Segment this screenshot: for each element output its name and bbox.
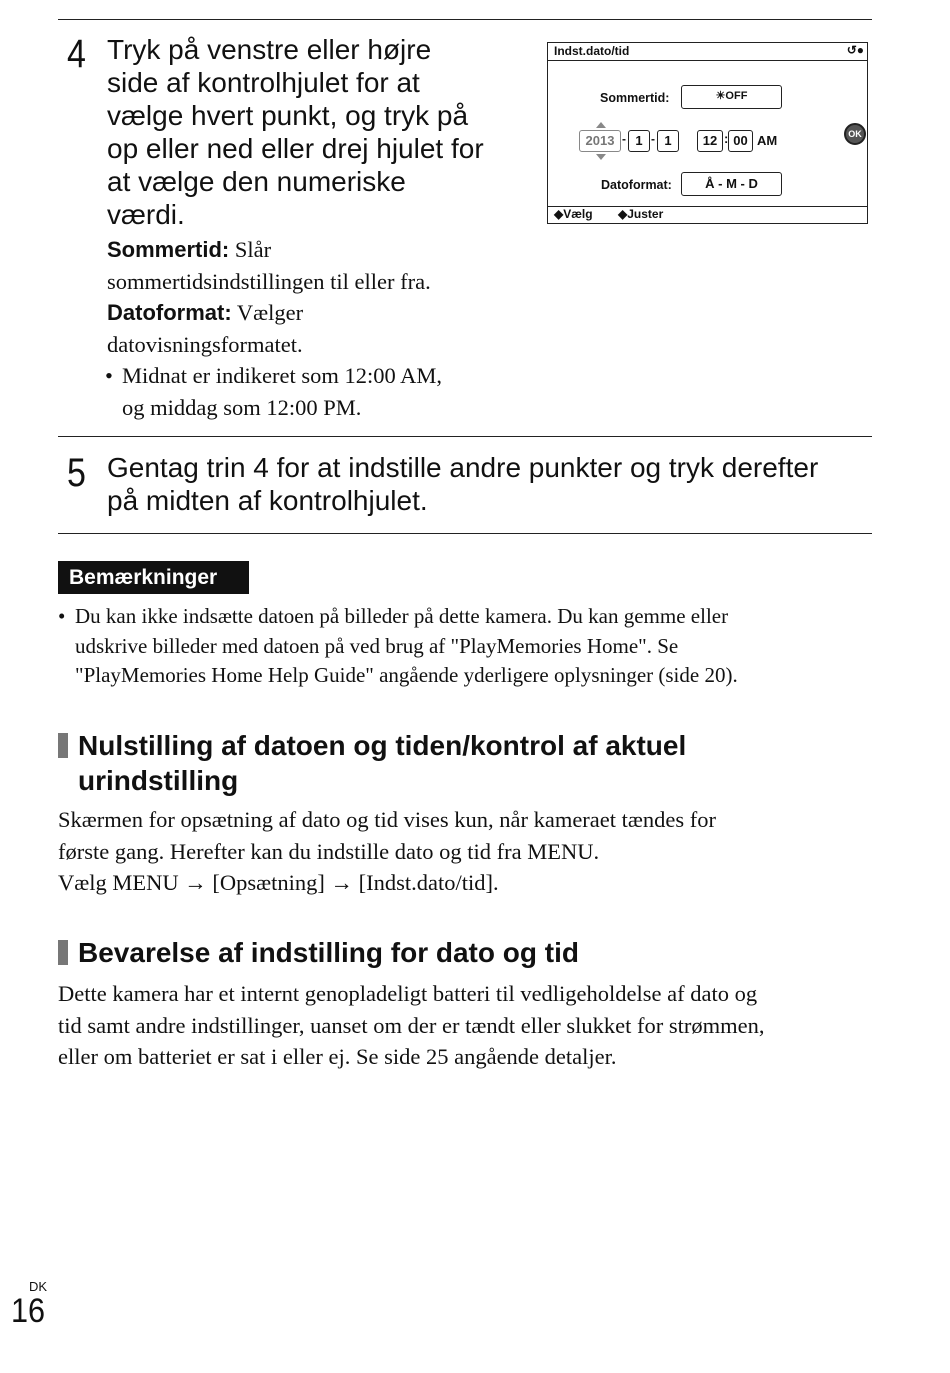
step-5-bottom-rule [58, 533, 872, 534]
camera-date-time-screen [547, 42, 868, 224]
sommertid-label: Sommertid: [107, 237, 230, 262]
notes-title: Bemærkninger [58, 561, 249, 594]
footer-adjust: ◆Juster [618, 207, 664, 221]
notes-bullet: • Du kan ikke indsætte datoen på billeder på dette kamera. Du kan gemme eller udskrive billeder med datoen på ved brug af "PlayMemories Home". Se "PlayMemories Home Help Guide" angående yderligere oplysninger (side 20). [58, 604, 738, 687]
step-4-details: Sommertid: Slår sommertidsindstillingen til eller fra. Datoformat: Vælger datovisningsformatet. • Midnat er indikeret som 12:00 AM, og middag som 12:00 PM. [107, 234, 537, 423]
footer-select: ◆Vælg [554, 207, 593, 221]
datoformat-value-box: Å - M - D [681, 172, 782, 196]
date-separator: - [622, 132, 626, 146]
language-code: DK [29, 1279, 48, 1294]
datoformat-label: Datoformat: [107, 300, 232, 325]
step-5-instructions: Gentag trin 4 for at indstille andre punkter og tryk derefter på midten af kontrolhjulet. [107, 452, 819, 516]
section-heading-bar [58, 940, 68, 965]
section-1-body: Skærmen for opsætning af dato og tid vises kun, når kameraet tændes for første gang. Herefter kan du indstille dato og tid fra MENU. Vælg MENU → [Opsætning] → [Indst.dato/tid]. [58, 807, 717, 895]
month-box: 1 [628, 130, 650, 152]
page-number: 16 [11, 1292, 46, 1330]
day-box: 1 [657, 130, 679, 152]
section-2-body: Dette kamera har et internt genopladeligt batteri til vedligeholdelse af dato og tid samt andre indstillinger, uanset om der er tændt eller slukket for strømmen, eller om batteriet er sat i eller ej. Se side 25 angående detaljer. [58, 981, 765, 1069]
step-4-number: 4 [67, 32, 86, 76]
screen-title: Indst.dato/tid [554, 44, 630, 58]
list-item: • Midnat er indikeret som 12:00 AM, [105, 363, 442, 388]
screen-footer [548, 206, 867, 223]
screen-datoformat-label: Datoformat: [601, 178, 672, 192]
ok-button-icon: OK [844, 123, 866, 145]
screen-header [548, 43, 867, 61]
ampm-value: AM [757, 133, 778, 148]
screen-sommertid-label: Sommertid: [600, 91, 670, 105]
section-2-heading: Bevarelse af indstilling for dato og tid [78, 937, 579, 968]
year-up-arrow-icon [596, 122, 606, 128]
hour-box: 12 [697, 130, 723, 152]
back-icon: ↺● [846, 43, 864, 57]
step-5-number: 5 [67, 451, 86, 495]
year-box: 2013 [579, 130, 621, 152]
minute-box: 00 [728, 130, 753, 152]
section-1-heading: Nulstilling af datoen og tiden/kontrol af aktuel urindstilling [78, 730, 687, 796]
section-heading-bar [58, 733, 68, 758]
top-rule [58, 19, 872, 20]
time-separator: : [724, 131, 729, 146]
step-4-instructions: Tryk på venstre eller højre side af kontrolhjulet for at vælge hvert punkt, og tryk på op eller ned eller drej hjulet for at vælge den numeriske værdi. [107, 34, 484, 230]
year-down-arrow-icon [596, 154, 606, 160]
sommertid-value-box: ☀OFF [681, 85, 782, 109]
date-separator: - [651, 132, 655, 146]
step-divider [58, 436, 872, 437]
